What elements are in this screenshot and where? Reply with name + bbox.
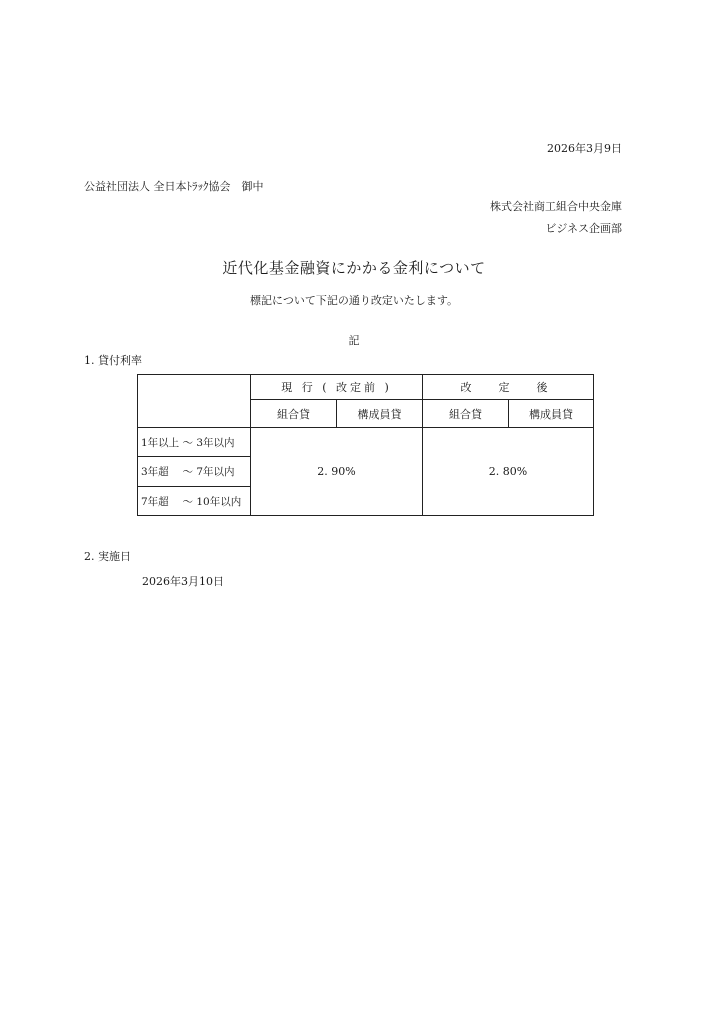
subheader-revised-kosei: 構成員貸 <box>509 400 594 428</box>
issue-date: 2026年3月9日 <box>547 142 622 155</box>
header-current: 現 行 ( 改定前 ) <box>251 375 423 400</box>
document-title: 近代化基金融資にかかる金利について <box>222 259 486 277</box>
row-label-term-3: 7年超 ～ 10年以内 <box>138 487 251 516</box>
addressee: 公益社団法人 全日本ﾄﾗｯｸ協会 御中 <box>84 180 264 193</box>
sender-organization: 株式会社商工組合中央金庫 <box>490 200 622 213</box>
section2-heading: 2. 実施日 <box>84 550 131 563</box>
rate-current: 2. 90% <box>251 428 423 516</box>
table-corner-cell <box>138 375 251 428</box>
implementation-date: 2026年3月10日 <box>142 575 224 588</box>
subheader-current-kosei: 構成員貸 <box>337 400 423 428</box>
row-label-term-1: 1年以上 ～ 3年以内 <box>138 428 251 457</box>
subheader-current-kumiai: 組合貸 <box>251 400 337 428</box>
interest-rate-table <box>137 374 594 516</box>
header-revised: 改 定 後 <box>423 375 594 400</box>
sender-department: ビジネス企画部 <box>545 222 622 235</box>
intro-text: 標記について下記の通り改定いたします。 <box>250 294 458 307</box>
subheader-revised-kumiai: 組合貸 <box>423 400 509 428</box>
ki-marker: 記 <box>348 334 360 347</box>
section1-heading: 1. 貸付利率 <box>84 354 142 367</box>
row-label-term-2: 3年超 ～ 7年以内 <box>138 457 251 487</box>
rate-revised: 2. 80% <box>423 428 594 516</box>
